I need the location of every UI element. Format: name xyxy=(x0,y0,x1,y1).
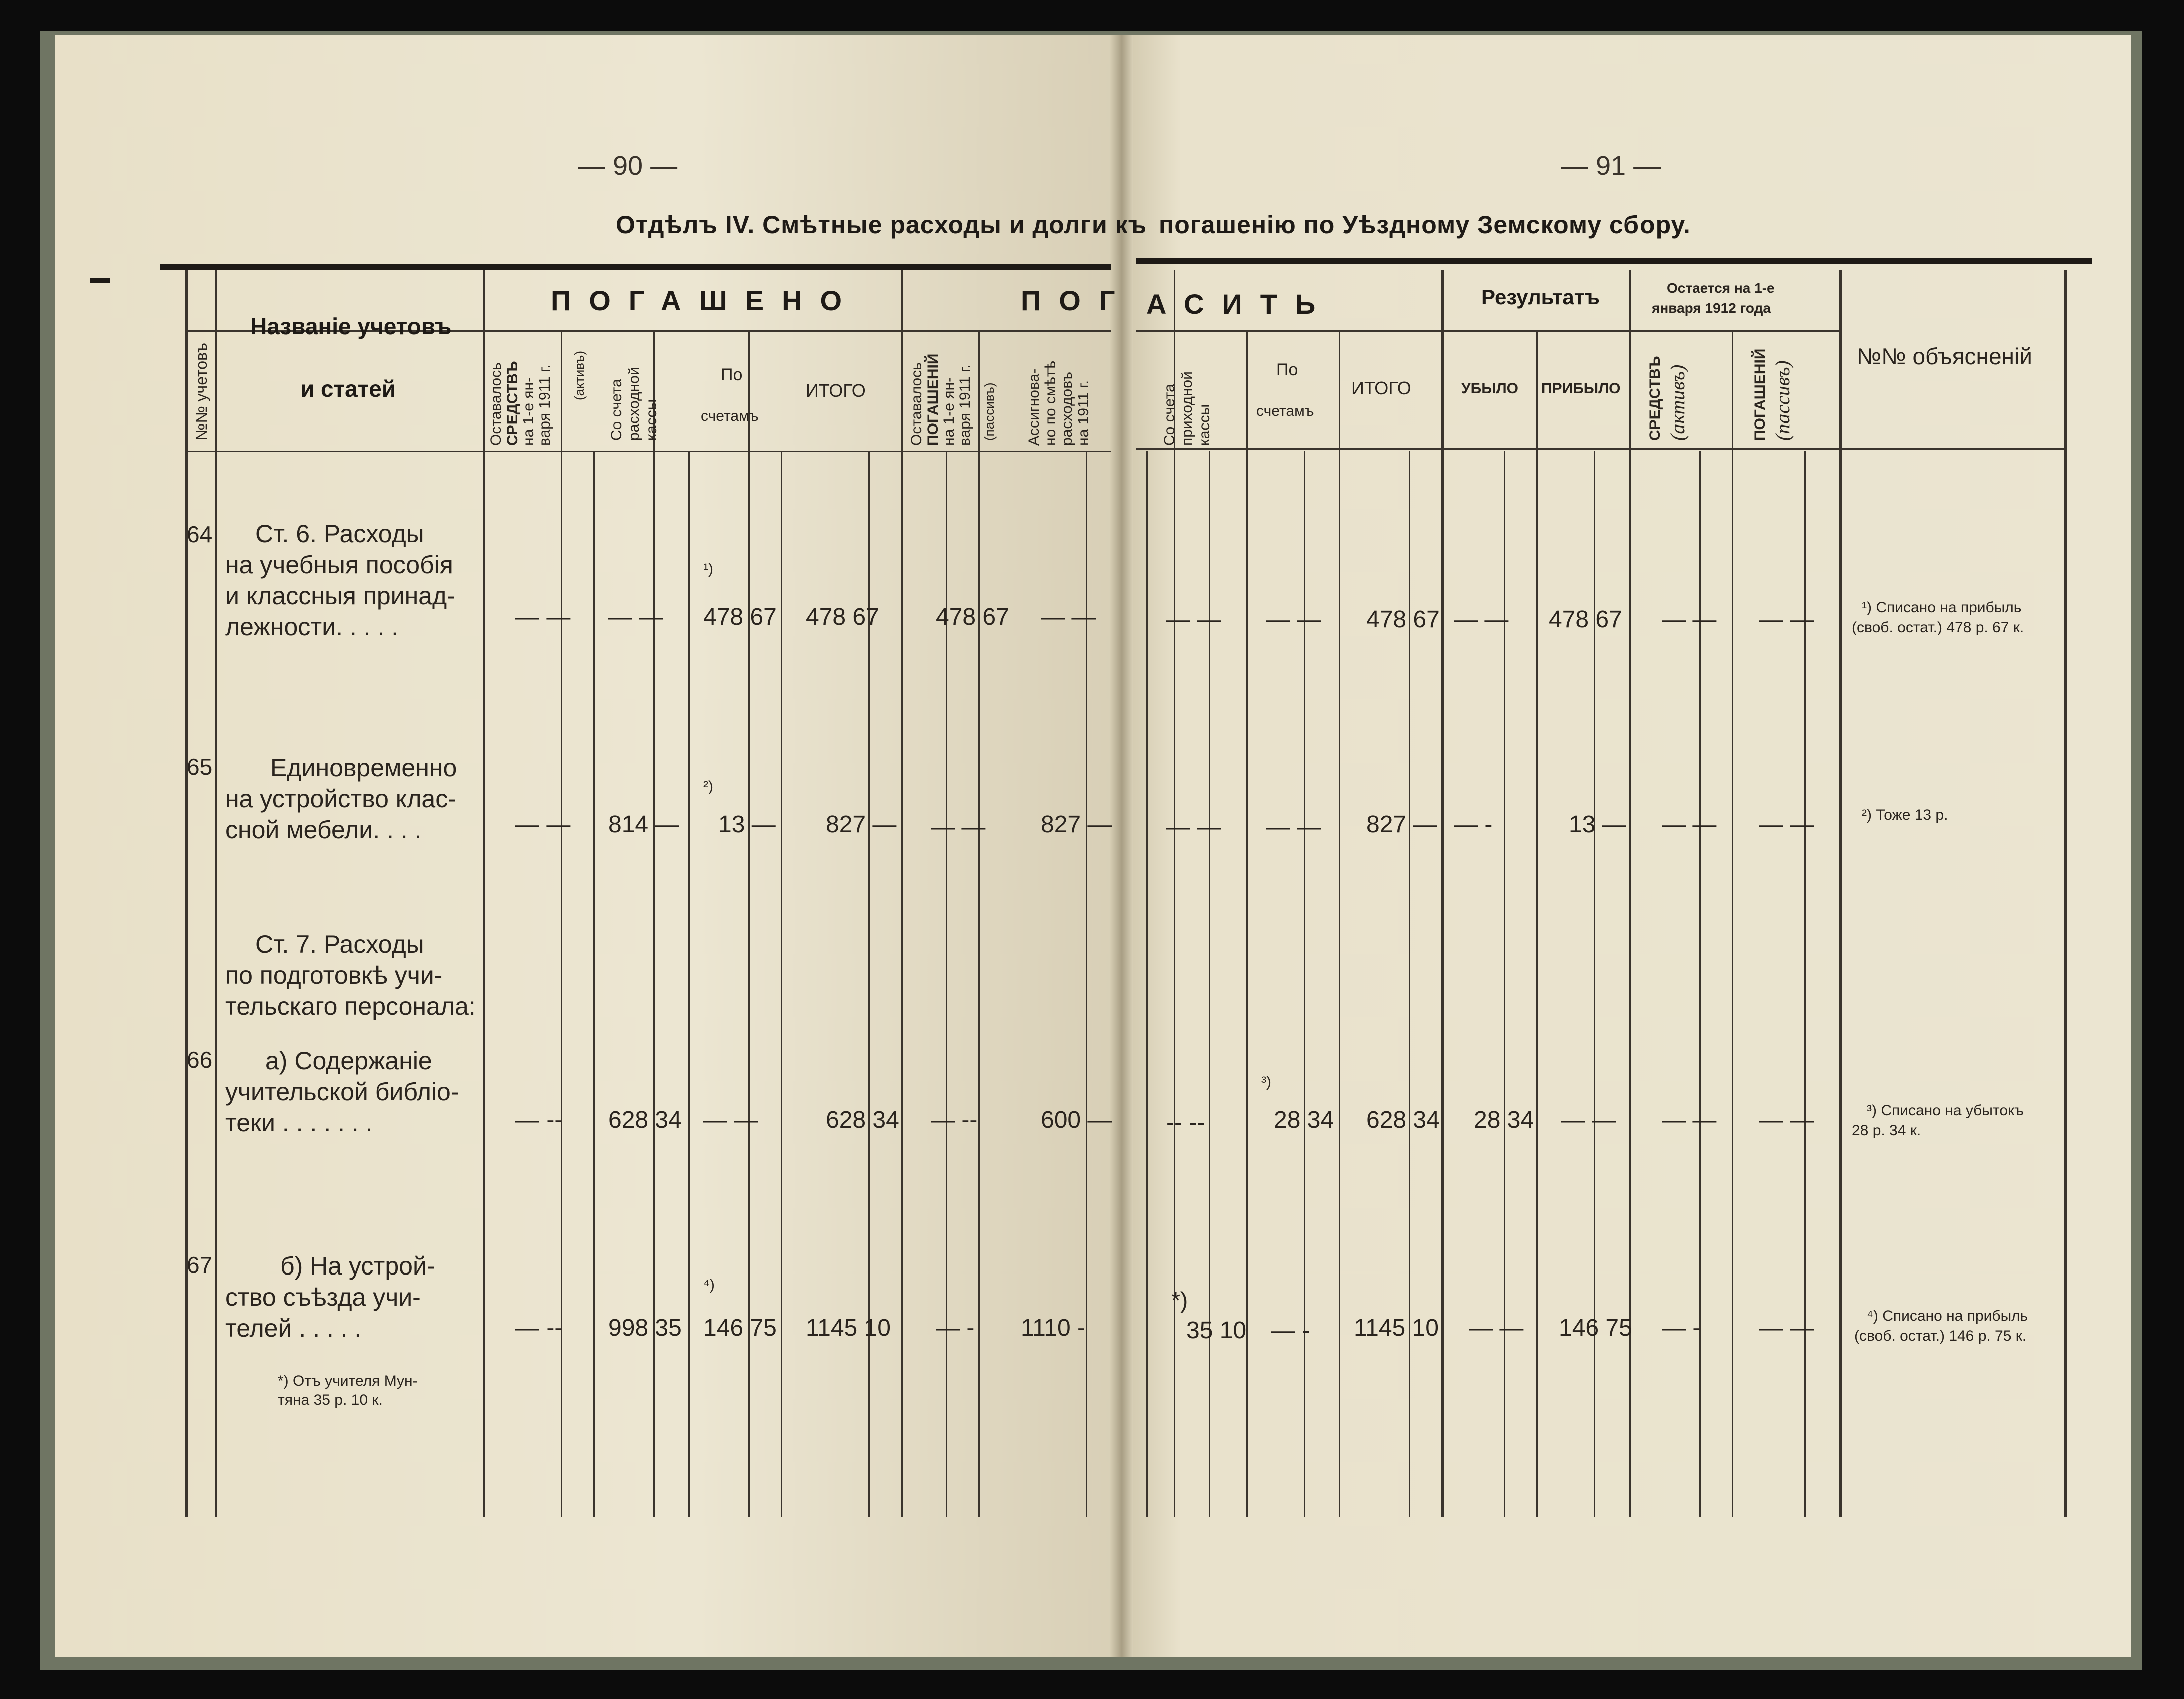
header-left-remaining-1: Оставалось xyxy=(488,362,504,446)
cell-profit: 478 67 xyxy=(1549,606,1622,633)
grid-line xyxy=(1174,270,1175,1517)
row-name-line: Единовременно xyxy=(270,754,457,782)
left-page-number: — 90 — xyxy=(578,151,678,181)
footnote-mark: ¹) xyxy=(703,561,713,577)
row-name-line: на учебныя пособія xyxy=(225,551,453,579)
row-name-line: и классныя принад- xyxy=(225,582,455,610)
cell-total2: 628 34 xyxy=(1366,1107,1440,1133)
cell-by-accounts: — — xyxy=(703,1107,758,1133)
header-acct-no: №№ учетовъ xyxy=(192,343,210,441)
cell-income: 35 10 xyxy=(1186,1317,1247,1344)
grid-line xyxy=(1146,451,1148,1517)
row-name-line: телей . . . . . xyxy=(225,1314,362,1342)
header-assigned-4: на 1911 г. xyxy=(1075,380,1092,446)
header-funds-1: СРЕДСТВЪ xyxy=(1647,356,1663,441)
cell-by-accounts: 13 — xyxy=(718,811,776,838)
footnote-mark: ²) xyxy=(703,778,713,795)
cell-loss: 28 34 xyxy=(1474,1107,1534,1133)
section-title-line: по подготовкѣ учи- xyxy=(225,961,443,989)
cell-by-accounts: 146 75 xyxy=(703,1315,777,1341)
row-name-line: сной мебели. . . . xyxy=(225,816,422,844)
cell-by-accounts2: 28 34 xyxy=(1274,1107,1334,1133)
row-number: 65 xyxy=(187,754,213,780)
header-by-accounts-2: счетамъ xyxy=(701,408,759,424)
cell-left-remaining: — -- xyxy=(515,1107,563,1133)
header-assigned-3: расходовъ xyxy=(1059,372,1075,446)
header-assigned-2: но по смѣтѣ xyxy=(1042,361,1059,446)
grid-line xyxy=(215,270,217,1517)
header-left-remaining-3: на 1-е ян- xyxy=(520,377,537,446)
explanation-note: (своб. остат.) 478 р. 67 к. xyxy=(1852,619,2024,636)
header-total2: ИТОГО xyxy=(1351,378,1411,398)
cell-loss: — — xyxy=(1454,606,1509,633)
header-loss: УБЫЛО xyxy=(1461,380,1518,397)
grid-line xyxy=(978,330,980,1517)
cell-total: 827 — xyxy=(826,811,897,838)
grid-line xyxy=(1136,448,2064,450)
cell-by-accounts2: — — xyxy=(1266,814,1321,840)
section-title-line: тельскаго персонала: xyxy=(225,992,476,1020)
grid-line xyxy=(1339,330,1340,1517)
cell-expense: — — xyxy=(608,604,663,630)
grid-line xyxy=(1441,270,1444,1517)
cell-left-remaining: — -- xyxy=(515,1315,563,1341)
header-result: Результатъ xyxy=(1481,285,1600,309)
left-page-header: Отдѣлъ IV. Смѣтные расходы и долги къ xyxy=(616,211,1147,239)
cell-debt-remaining: — -- xyxy=(931,1107,978,1133)
cell-assigned: 600 — xyxy=(1041,1107,1112,1133)
grid-line xyxy=(781,451,782,1517)
cell-funds: — — xyxy=(1662,1107,1717,1133)
header-left-remaining-4: варя 1911 г. xyxy=(536,364,553,446)
header-by-accounts2-2: счетамъ xyxy=(1256,403,1314,419)
cell-funds: — — xyxy=(1662,811,1717,838)
cell-expense: 628 34 xyxy=(608,1107,682,1133)
grid-line xyxy=(483,270,485,1517)
cell-income: — — xyxy=(1166,606,1221,633)
header-pogasit-left: ПОГ xyxy=(1021,285,1133,316)
grid-line xyxy=(688,451,690,1517)
cell-by-accounts2: — - xyxy=(1271,1317,1310,1344)
header-debt-remaining-2: ПОГАШЕНІЙ xyxy=(925,353,941,446)
row-footnote: *) Отъ учителя Мун- xyxy=(278,1373,418,1389)
header-debts-1: ПОГАШЕНІЙ xyxy=(1752,348,1768,441)
cell-profit: 13 — xyxy=(1569,811,1626,838)
header-debt-remaining-3: на 1-е ян- xyxy=(941,377,957,446)
cell-income: — — xyxy=(1166,814,1221,840)
cell-left-remaining: — — xyxy=(515,604,571,630)
header-pogasheno: ПОГАШЕНО xyxy=(551,285,860,316)
explanation-note: ⁴) Списано на прибыль xyxy=(1867,1308,2028,1324)
header-income-1: Со счета xyxy=(1161,384,1178,446)
cell-total2: 478 67 xyxy=(1366,606,1440,633)
grid-line xyxy=(1732,330,1733,1517)
cell-total: 1145 10 xyxy=(806,1315,891,1341)
cell-income: -- -- xyxy=(1166,1109,1205,1136)
header-left-remaining-2: СРЕДСТВЪ xyxy=(504,361,521,446)
cell-debts: — — xyxy=(1759,1315,1814,1341)
explanation-note: (своб. остат.) 146 р. 75 к. xyxy=(1854,1328,2027,1344)
cell-assigned: 1110 - xyxy=(1021,1315,1085,1341)
cell-left-remaining: — — xyxy=(515,811,571,838)
row-number: 64 xyxy=(187,521,213,547)
header-income-2: приходной xyxy=(1179,371,1195,446)
footnote-mark: ⁴) xyxy=(703,1277,715,1293)
section-title-line: Ст. 7. Расходы xyxy=(255,930,424,958)
explanation-note: ²) Тоже 13 р. xyxy=(1862,807,1948,823)
cell-profit: 146 75 xyxy=(1559,1315,1632,1341)
cell-total: 478 67 xyxy=(806,604,879,630)
header-by-accounts-1: По xyxy=(721,365,743,384)
grid-line xyxy=(1536,330,1538,1517)
right-page-header: погашенію по Уѣздному Земскому сбору. xyxy=(1159,211,1691,239)
cell-profit: — — xyxy=(1561,1107,1616,1133)
right-page-number: — 91 — xyxy=(1561,151,1661,181)
cell-assigned: 827 — xyxy=(1041,811,1112,838)
grid-line xyxy=(1839,270,1842,1517)
header-debt-remaining-4: варя 1911 г. xyxy=(957,364,973,446)
cell-loss: — — xyxy=(1469,1315,1524,1341)
header-total: ИТОГО xyxy=(806,380,866,401)
explanation-note: ³) Списано на убытокъ xyxy=(1867,1102,2024,1119)
edge-mark xyxy=(90,278,110,283)
footnote-mark: ³) xyxy=(1261,1074,1271,1090)
cell-debts: — — xyxy=(1759,606,1814,633)
row-name-line: лежности. . . . . xyxy=(225,613,399,641)
row-name-line: б) На устрой- xyxy=(280,1252,435,1280)
header-remains-2: января 1912 года xyxy=(1652,300,1771,316)
explanation-note: 28 р. 34 к. xyxy=(1852,1122,1921,1139)
cell-expense: 998 35 xyxy=(608,1315,682,1341)
cell-total: 628 34 xyxy=(826,1107,899,1133)
header-funds-2: (активъ) xyxy=(1666,364,1689,441)
cell-debts: — — xyxy=(1759,811,1814,838)
cell-assigned: — — xyxy=(1041,604,1096,630)
right-page xyxy=(1120,35,2131,1657)
cell-debt-remaining: 478 67 xyxy=(936,604,1009,630)
grid-line xyxy=(1136,330,1839,332)
row-name-line: а) Содержаніе xyxy=(265,1047,432,1075)
grid-line xyxy=(185,270,188,1517)
cell-debt-remaining: — - xyxy=(936,1315,975,1341)
header-expense-1: Со счета xyxy=(608,379,625,441)
header-expense-3: кассы xyxy=(643,399,660,441)
cell-by-accounts2: — — xyxy=(1266,606,1321,633)
grid-line xyxy=(901,270,903,1517)
footnote-mark: *) xyxy=(1171,1287,1188,1313)
cell-by-accounts: 478 67 xyxy=(703,604,777,630)
grid-line xyxy=(593,451,595,1517)
explanation-note: ¹) Списано на прибыль xyxy=(1862,599,2022,616)
header-explanations: №№ объясненій xyxy=(1857,343,2032,369)
row-name-line: теки . . . . . . . xyxy=(225,1109,373,1137)
header-income-3: кассы xyxy=(1196,404,1213,446)
header-left-remaining-5: (активъ) xyxy=(572,350,587,400)
cell-total2: 827 — xyxy=(1366,811,1437,838)
right-top-rule xyxy=(1136,258,2092,264)
row-number: 67 xyxy=(187,1252,213,1278)
header-debt-remaining-5: (пассивъ) xyxy=(982,382,997,441)
cell-loss: — - xyxy=(1454,811,1493,838)
header-expense-2: расходной xyxy=(626,367,642,441)
row-name-line: учительской библіо- xyxy=(225,1078,459,1106)
grid-line xyxy=(185,451,1111,452)
row-footnote: тяна 35 р. 10 к. xyxy=(278,1392,383,1408)
cell-debts: — — xyxy=(1759,1107,1814,1133)
cell-expense: 814 — xyxy=(608,811,679,838)
grid-line xyxy=(2064,270,2067,1517)
cell-funds: — — xyxy=(1662,606,1717,633)
row-name-line: на устройство клас- xyxy=(225,785,456,813)
grid-line xyxy=(1246,330,1248,1517)
header-debt-remaining-1: Оставалось xyxy=(908,362,925,446)
header-by-accounts2-1: По xyxy=(1276,360,1298,379)
row-name-line: ство съѣзда учи- xyxy=(225,1283,421,1311)
left-top-rule xyxy=(160,264,1111,270)
row-number: 66 xyxy=(187,1047,213,1073)
book-spine xyxy=(1110,35,1133,1657)
cell-funds: — - xyxy=(1662,1315,1701,1341)
header-debts-2: (пассивъ) xyxy=(1771,360,1794,441)
cell-total2: 1145 10 xyxy=(1354,1315,1439,1341)
header-assigned-1: Ассигнова- xyxy=(1026,368,1042,446)
header-pogasit-right: АСИТЬ xyxy=(1146,288,1334,320)
header-name-line2: и статей xyxy=(300,376,396,402)
row-name-line: Ст. 6. Расходы xyxy=(255,520,424,548)
header-name-line1: Названіе учетовъ xyxy=(250,313,452,339)
header-profit: ПРИБЫЛО xyxy=(1541,380,1621,397)
cell-debt-remaining: — — xyxy=(931,814,986,840)
header-remains-1: Остается на 1-е xyxy=(1667,280,1775,296)
